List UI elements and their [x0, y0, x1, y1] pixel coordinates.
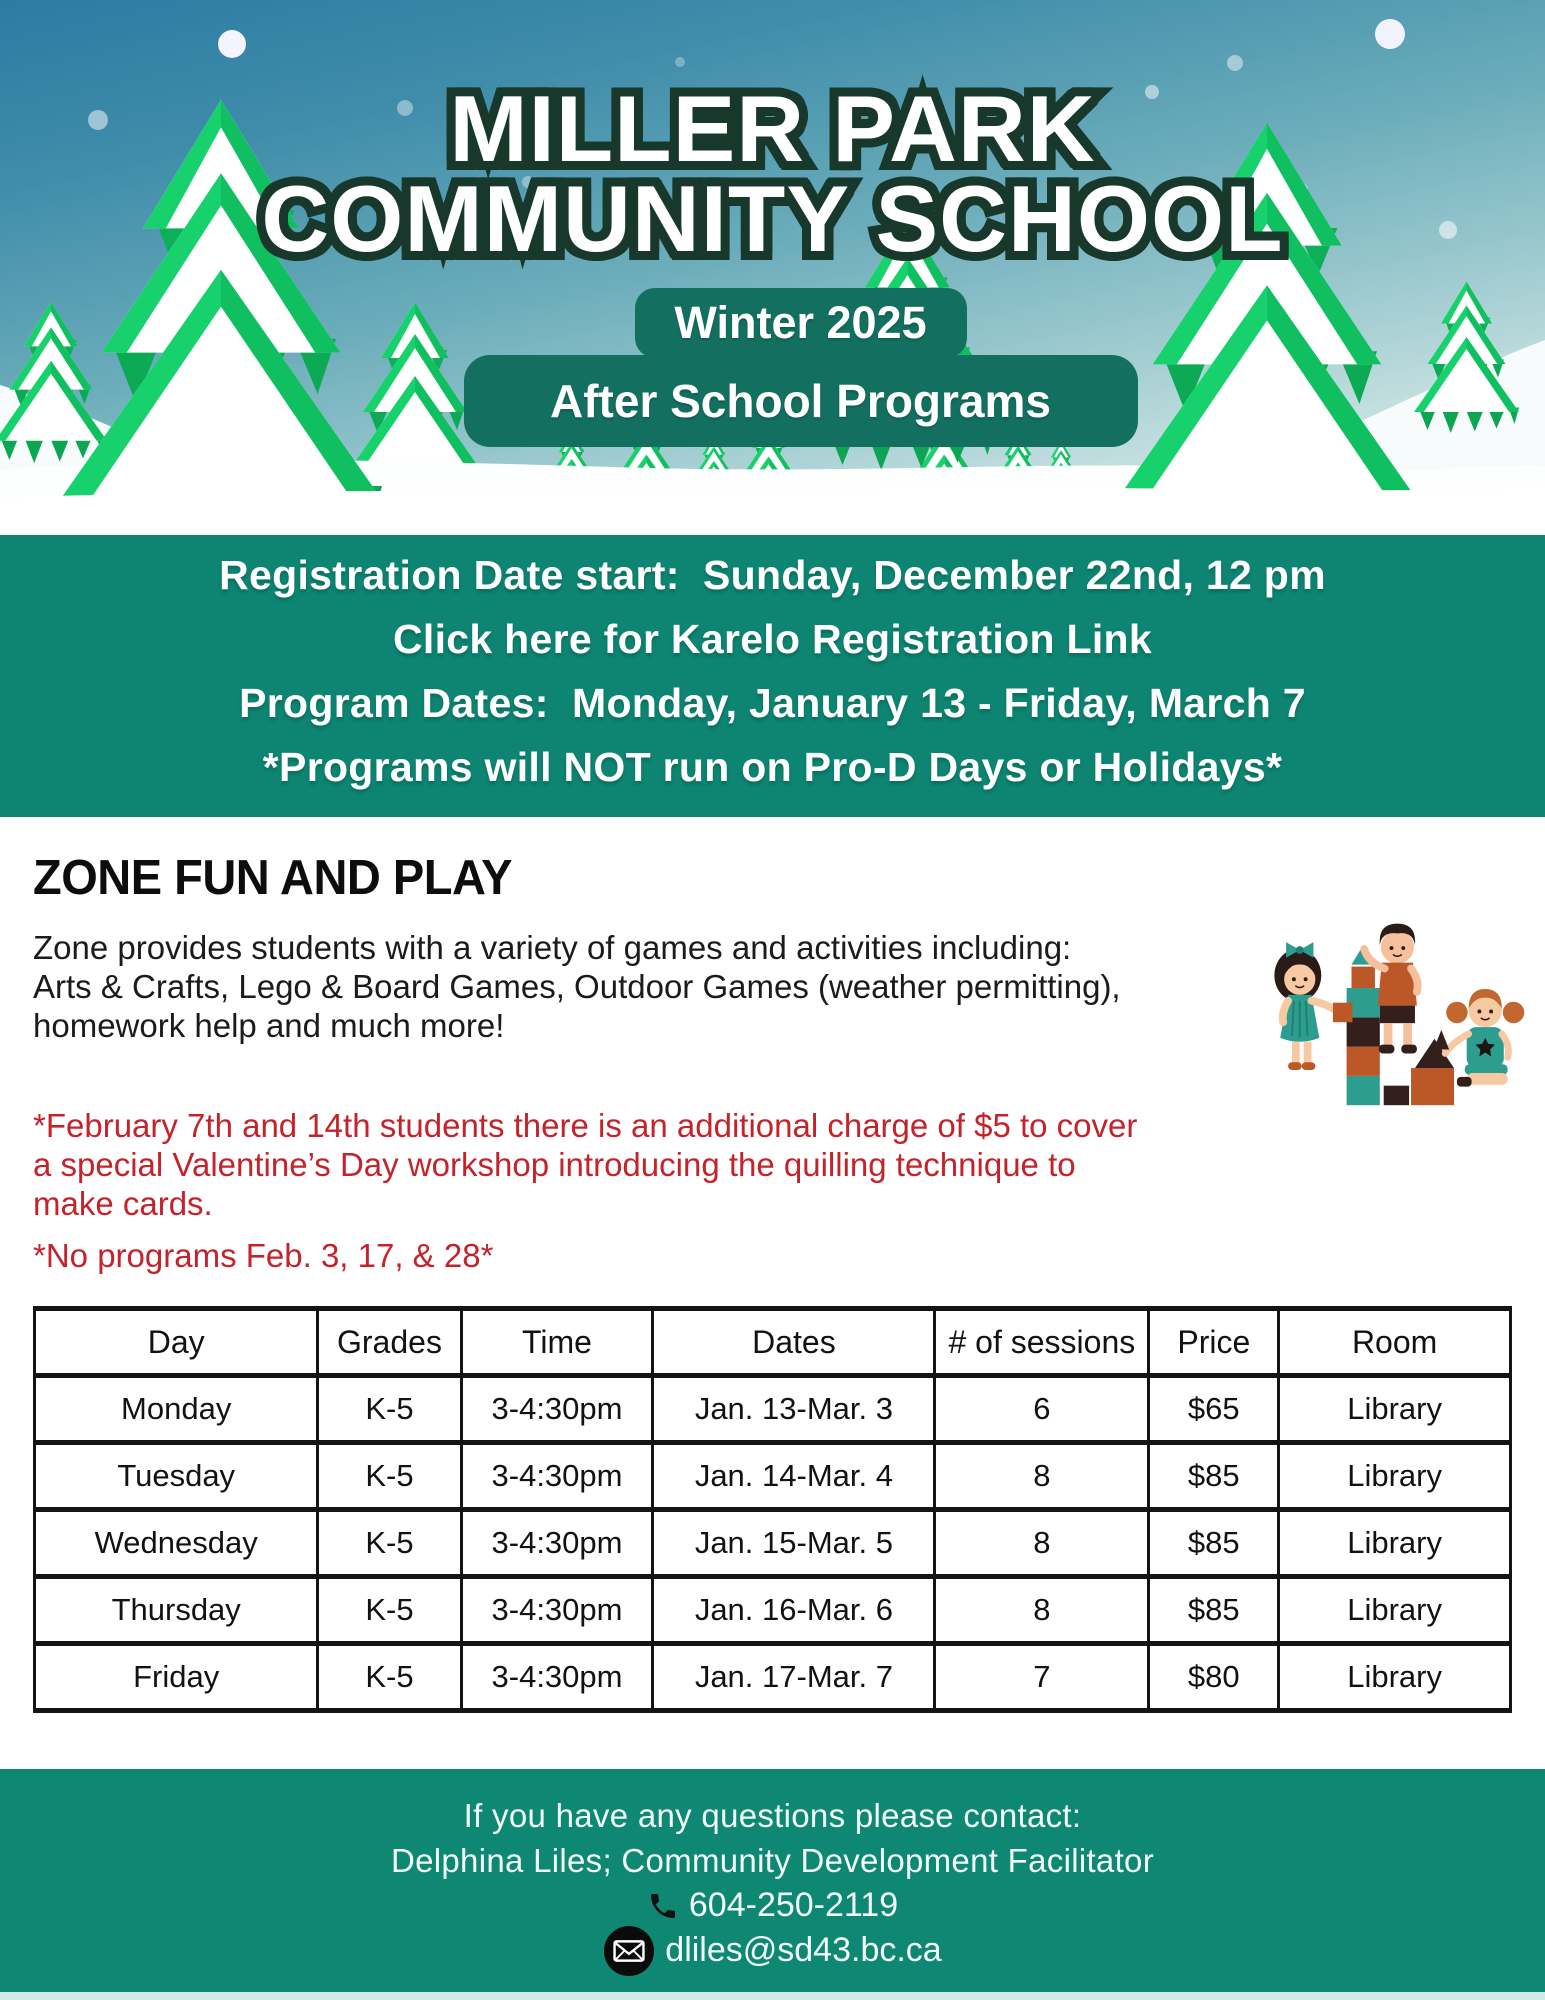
table-row-friday	[35, 1644, 1511, 1711]
table-cell: 3-4:30pm	[461, 1376, 653, 1443]
column-header-day: Day	[35, 1309, 318, 1376]
karelo-registration-link[interactable]: Click here for Karelo Registration Link	[393, 616, 1152, 662]
registration-banner	[0, 535, 1545, 817]
table-cell: Library	[1279, 1577, 1511, 1644]
table-row-tuesday	[35, 1443, 1511, 1510]
email-address[interactable]: dliles@sd43.bc.ca	[665, 1931, 942, 1969]
valentine-note-line: *February 7th and 14th students there is an additional charge of $5 to cover	[33, 1107, 1138, 1144]
valentine-workshop-note	[33, 1106, 1293, 1223]
table-cell: K-5	[318, 1644, 461, 1711]
phone-number[interactable]: 604-250-2119	[688, 1886, 899, 1924]
table-cell: Friday	[35, 1644, 318, 1711]
table-cell: Library	[1279, 1376, 1511, 1443]
email-row	[0, 1928, 1545, 1973]
valentine-note-line: make cards.	[33, 1185, 213, 1222]
bottom-accent-strip	[0, 1992, 1545, 2000]
valentine-note-line: a special Valentine’s Day workshop introducing the quilling technique to	[33, 1146, 1076, 1183]
table-cell: Wednesday	[35, 1510, 318, 1577]
schedule-table-section	[33, 1306, 1512, 1713]
table-cell: $65	[1149, 1376, 1279, 1443]
envelope-circle-icon	[603, 1925, 655, 1977]
program-dates-line: Program Dates: Monday, January 13 - Friday, March 7	[239, 680, 1306, 726]
column-header-dates: Dates	[653, 1309, 935, 1376]
table-cell: 3-4:30pm	[461, 1577, 653, 1644]
table-cell: $85	[1149, 1510, 1279, 1577]
table-cell: 6	[935, 1376, 1149, 1443]
column-header-price: Price	[1149, 1309, 1279, 1376]
table-cell: K-5	[318, 1577, 461, 1644]
zone-section-heading: ZONE FUN AND PLAY	[33, 849, 512, 905]
kids-playing-blocks-illustration	[1240, 908, 1545, 1113]
table-cell: 3-4:30pm	[461, 1443, 653, 1510]
phone-receiver-icon	[647, 1890, 679, 1922]
table-cell: K-5	[318, 1376, 461, 1443]
header-winter-scene	[0, 0, 1545, 512]
table-cell: 8	[935, 1443, 1149, 1510]
column-header-grades: Grades	[318, 1309, 461, 1376]
table-cell: K-5	[318, 1510, 461, 1577]
zone-description-line: Arts & Crafts, Lego & Board Games, Outdoor Games (weather permitting),	[33, 968, 1121, 1005]
girl-with-bow	[1274, 942, 1352, 1070]
program-badge: After School Programs	[464, 355, 1138, 447]
schedule-table	[33, 1306, 1512, 1713]
table-cell: Library	[1279, 1510, 1511, 1577]
table-header-row	[35, 1309, 1511, 1376]
column-header-time: Time	[461, 1309, 653, 1376]
table-cell: Jan. 15-Mar. 5	[653, 1510, 935, 1577]
table-cell: K-5	[318, 1443, 461, 1510]
table-cell: $85	[1149, 1577, 1279, 1644]
table-cell: 7	[935, 1644, 1149, 1711]
facilitator-name-line: Delphina Liles; Community Development Facilitator	[390, 1842, 1155, 1879]
title-line-2: COMMUNITY SCHOOL COMMUNITY SCHOOL	[0, 174, 1545, 264]
zone-description-line: homework help and much more!	[33, 1007, 505, 1044]
table-cell: Tuesday	[35, 1443, 318, 1510]
column-header-sessions: # of sessions	[935, 1309, 1149, 1376]
table-cell: Library	[1279, 1644, 1511, 1711]
table-cell: 8	[935, 1510, 1149, 1577]
table-cell: Jan. 17-Mar. 7	[653, 1644, 935, 1711]
table-cell: Jan. 14-Mar. 4	[653, 1443, 935, 1510]
contact-footer	[0, 1769, 1545, 1992]
no-prod-days-line: *Programs will NOT run on Pro-D Days or Holidays*	[262, 744, 1283, 790]
table-cell: $80	[1149, 1644, 1279, 1711]
table-cell: Library	[1279, 1443, 1511, 1510]
registration-date-line: Registration Date start: Sunday, December 22nd, 12 pm	[219, 552, 1326, 598]
table-cell: Jan. 16-Mar. 6	[653, 1577, 935, 1644]
table-cell: 3-4:30pm	[461, 1510, 653, 1577]
table-cell: Thursday	[35, 1577, 318, 1644]
school-title	[0, 76, 1545, 271]
season-badge: Winter 2025	[635, 288, 967, 358]
table-cell: Jan. 13-Mar. 3	[653, 1376, 935, 1443]
table-cell: 3-4:30pm	[461, 1644, 653, 1711]
phone-row	[0, 1883, 1545, 1928]
table-cell: 8	[935, 1577, 1149, 1644]
table-cell: $85	[1149, 1443, 1279, 1510]
table-row-thursday	[35, 1577, 1511, 1644]
zone-description	[33, 928, 1233, 1045]
table-cell: Monday	[35, 1376, 318, 1443]
zone-description-line: Zone provides students with a variety of games and activities including:	[33, 929, 1072, 966]
column-header-room: Room	[1279, 1309, 1511, 1376]
no-programs-note: *No programs Feb. 3, 17, & 28*	[33, 1237, 494, 1274]
table-row-wednesday	[35, 1510, 1511, 1577]
table-row-monday	[35, 1376, 1511, 1443]
title-line-1: MILLER PARK MILLER PARK	[0, 84, 1545, 174]
contact-intro-line: If you have any questions please contact:	[463, 1797, 1082, 1834]
